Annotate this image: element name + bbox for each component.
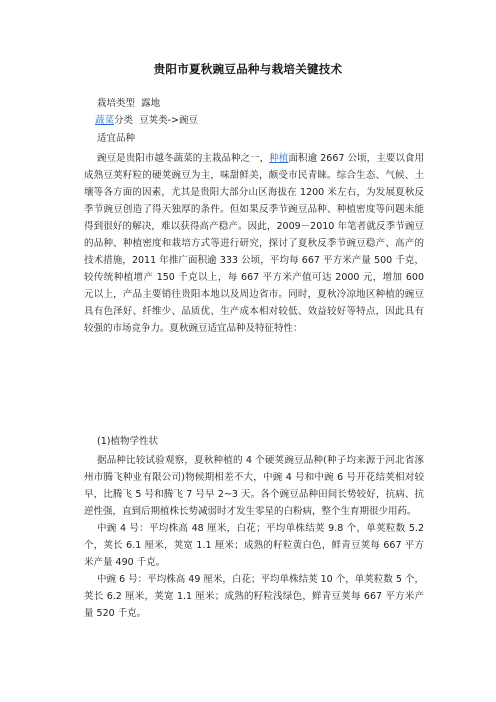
intro-text-rest: 面积逾 2667 公顷，主要以食用成熟豆荚籽粒的硬荚豌豆为主，味甜鲜美，颇受市民青睐。综合生态、气候、土壤等各方面的因素，尤其是贵阳大部分山区海拔在 1200 米左右，为发展夏秋反季节豌豆创造了得天独厚的条件。但如果反季节豌豆品种、种植密度等问题未能得到很好的解决，难以获得高产稳产。因此，2009－2010 年笔者就反季节豌豆的品种、种植密度和栽培方式等进行研究，探讨了夏秋反季节豌豆稳产、高产的技术措施，2011 年推广面积逾 333 公顷，平均每 667 平方米产量 500 千克，较传统种植增产 150 千克以上，每 667 平方米产值可达 2000 元，增加 600 元以上，产品主要销往贵阳本地以及周边省市。同时，夏秋冷凉地区种植的豌豆具有色泽好、纤维少、品质优、生产成本相对较低、效益较好等特点，因此具有较强的市场竞争力。夏秋豌豆适宜品种及特征特性： bbox=[84, 153, 424, 334]
variety-zhongwan6-paragraph: 中豌 6 号：平均株高 49 厘米，白花；平均单株结荚 10 个，单荚粒数 5 个，荚长 6.2 厘米，荚宽 1.1 厘米；成熟的籽粒浅绿色，鲜青豆荚每 667 平方米产量 520 千克。 bbox=[84, 574, 424, 619]
category-line bbox=[95, 113, 198, 129]
vegetable-link[interactable]: 蔬菜 bbox=[95, 115, 115, 126]
cultivation-type-line bbox=[97, 96, 160, 112]
intro-paragraph bbox=[84, 150, 424, 337]
section-heading-varieties: 适宜品种 bbox=[97, 133, 136, 144]
page-title: 贵阳市夏秋豌豆品种与栽培关键技术 bbox=[153, 62, 343, 76]
intro-block bbox=[84, 150, 424, 337]
cultivation-type-value: 露地 bbox=[141, 98, 161, 109]
variety-zhongwan4-paragraph: 中豌 4 号：平均株高 48 厘米，白花；平均单株结荚 9.8 个，单荚粒数 5.2 个，荚长 6.1 厘米，荚宽 1.1 厘米；成熟的籽粒黄白色，鲜青豆荚每 667 平方米产量 490 千克。 bbox=[84, 523, 424, 568]
traits-paragraph: 据品种比较试验观察，夏秋种植的 4 个硬荚豌豆品种(种子均来源于河北省涿州市腾飞种业有限公司)物候期相差不大，中豌 4 号和中豌 6 号开花结荚相对较早，比腾飞 5 号和腾飞 7 号早 2~3 天。各个豌豆品种田间长势较好，抗病、抗逆性强，直到后期植株长势减弱时才发生零星的白粉病，整个生育期很少用药。 bbox=[84, 455, 424, 517]
botanical-traits-heading: (1)植物学性状 bbox=[97, 436, 158, 447]
category-value: 豆荚类->豌豆 bbox=[139, 115, 198, 126]
category-label: 分类 bbox=[114, 115, 134, 126]
botanical-traits-block bbox=[84, 452, 424, 622]
intro-text-start: 豌豆是贵阳市越冬蔬菜的主栽品种之一， bbox=[97, 153, 270, 164]
planting-link[interactable]: 种植 bbox=[269, 153, 289, 164]
cultivation-type-label: 栽培类型 bbox=[97, 98, 136, 109]
